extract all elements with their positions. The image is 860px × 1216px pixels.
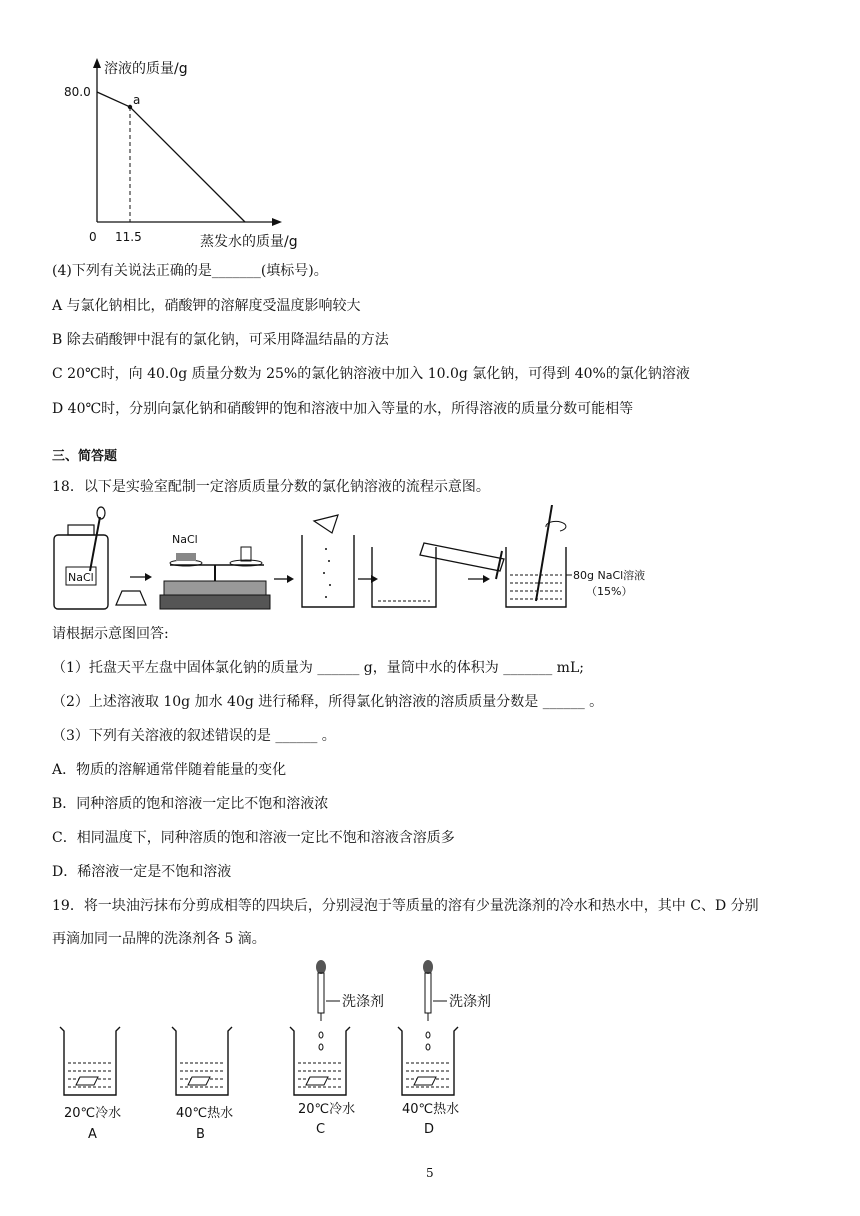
q18-option-d: D．稀溶液一定是不饱和溶液 — [52, 864, 232, 880]
q18-option-b: B．同种溶质的饱和溶液一定比不饱和溶液浓 — [52, 796, 329, 812]
q19-beakers-diagram — [50, 955, 520, 1145]
beaker-adding-water — [372, 543, 504, 607]
q17-4-option-c: C 20℃时，向 40.0g 质量分数为 25%的氯化钠溶液中加入 10.0g 氯化钠，可得到 40%的氯化钠溶液 — [52, 366, 690, 382]
balance — [160, 533, 270, 609]
dropper-d — [423, 960, 491, 1021]
q19-stem-line2: 再滴加同一品牌的洗涤剂各 5 滴。 — [52, 931, 266, 947]
arrow-1 — [130, 573, 152, 581]
arrow-4 — [468, 575, 490, 583]
solution-mass-line — [97, 92, 245, 222]
result-label: 80g NaCl溶液 — [573, 569, 646, 582]
beaker-a-temp: 20℃冷水 — [64, 1106, 122, 1121]
bottle-label: NaCl — [68, 571, 94, 584]
q18-sub3: （3）下列有关溶液的叙述错误的是 ______ 。 — [52, 728, 336, 744]
q18-prompt: 请根据示意图回答: — [52, 626, 169, 642]
q19-stem-line1: 19．将一块油污抹布分剪成相等的四块后，分别浸泡于等质量的溶有少量洗涤剂的冷水和热水中，其中 C、D 分别 — [52, 898, 759, 914]
beaker-d — [398, 1027, 459, 1137]
detergent-label-c: 洗涤剂 — [342, 994, 384, 1010]
q17-4-option-d: D 40℃时，分别向氯化钠和硝酸钾的饱和溶液中加入等量的水，所得溶液的质量分数可能相等 — [52, 401, 634, 417]
y-tick-label: 80.0 — [64, 85, 91, 99]
beaker-c-temp: 20℃冷水 — [298, 1102, 356, 1117]
beaker-d-temp: 40℃热水 — [402, 1102, 460, 1117]
q18-stem: 18．以下是实验室配制一定溶质质量分数的氯化钠溶液的流程示意图。 — [52, 479, 490, 495]
detergent-label-d: 洗涤剂 — [449, 994, 491, 1010]
y-axis-arrow — [93, 58, 101, 68]
reagent-bottle — [54, 507, 108, 609]
x-axis-label: 蒸发水的质量/g — [200, 234, 298, 250]
q17-4-option-b: B 除去硝酸钾中混有的氯化钠，可采用降温结晶的方法 — [52, 332, 389, 348]
beaker-c — [290, 1027, 355, 1137]
beaker-c-letter: C — [316, 1122, 326, 1137]
beaker-pouring-solid — [302, 515, 354, 607]
x-axis-arrow — [272, 218, 282, 226]
arrow-3 — [358, 575, 378, 583]
q18-sub2: （2）上述溶液取 10g 加水 40g 进行稀释，所得氯化钠溶液的溶质质量分数是 ______ 。 — [52, 694, 604, 710]
dropper-c — [316, 960, 384, 1021]
x-tick-label: 11.5 — [115, 230, 142, 244]
beaker-a-letter: A — [88, 1127, 97, 1142]
section-title: 三、简答题 — [52, 449, 118, 464]
beaker-b-temp: 40℃热水 — [176, 1106, 234, 1121]
beaker-b-letter: B — [196, 1127, 205, 1142]
mass-evaporation-graph — [40, 50, 360, 255]
q18-procedure-diagram — [50, 505, 690, 617]
bottle-stopper — [116, 591, 146, 605]
q18-option-c: C．相同温度下，同种溶质的饱和溶液一定比不饱和溶液含溶质多 — [52, 830, 455, 846]
y-axis-label: 溶液的质量/g — [104, 61, 188, 77]
q17-4-option-a: A 与氯化钠相比，硝酸钾的溶解度受温度影响较大 — [52, 298, 361, 314]
page-number: 5 — [426, 1166, 434, 1180]
q18-option-a: A．物质的溶解通常伴随着能量的变化 — [52, 762, 287, 778]
beaker-stirring — [506, 505, 645, 607]
point-a-label: a — [133, 93, 141, 107]
balance-label: NaCl — [172, 533, 198, 546]
beaker-d-letter: D — [424, 1122, 435, 1137]
q17-4-stem: (4)下列有关说法正确的是_______(填标号)。 — [52, 263, 328, 279]
beaker-b — [172, 1027, 233, 1142]
beaker-a — [60, 1027, 121, 1142]
arrow-2 — [274, 575, 294, 583]
result-percent: （15%） — [586, 585, 633, 598]
q18-sub1: （1）托盘天平左盘中固体氯化钠的质量为 ______ g，量筒中水的体积为 _______ mL; — [52, 660, 584, 676]
origin-label: 0 — [89, 230, 97, 244]
